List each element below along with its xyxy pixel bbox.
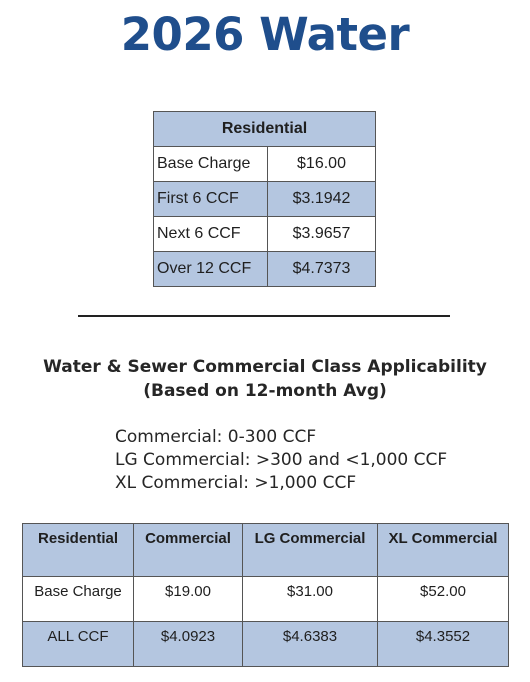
row-value: $3.9657 — [268, 217, 376, 252]
table-row — [154, 217, 376, 252]
page-title: 2026 Water — [120, 8, 410, 61]
table-row — [23, 577, 509, 622]
table-cell: $52.00 — [378, 577, 509, 622]
row-value: $16.00 — [268, 147, 376, 182]
table-row — [154, 147, 376, 182]
column-header: XL Commercial — [378, 524, 509, 577]
table-cell: $4.3552 — [378, 622, 509, 667]
commercial-rate-table — [22, 523, 509, 667]
row-value: $4.7373 — [268, 252, 376, 287]
table-row — [154, 252, 376, 287]
class-item: LG Commercial: >300 and <1,000 CCF — [115, 450, 448, 470]
class-item: Commercial: 0-300 CCF — [115, 427, 317, 447]
divider — [78, 315, 450, 317]
table-cell: Base Charge — [23, 577, 134, 622]
column-header: Commercial — [134, 524, 243, 577]
section-subheading: (Based on 12-month Avg) — [143, 381, 387, 401]
table-row — [23, 622, 509, 667]
header-row — [23, 524, 509, 577]
residential-rate-table — [153, 111, 376, 287]
column-header: Residential — [23, 524, 134, 577]
class-list — [115, 426, 447, 495]
table-cell: ALL CCF — [23, 622, 134, 667]
table-header: Residential — [154, 112, 376, 147]
row-label: First 6 CCF — [154, 182, 268, 217]
row-label: Base Charge — [154, 147, 268, 182]
class-item: XL Commercial: >1,000 CCF — [115, 473, 357, 493]
row-label: Over 12 CCF — [154, 252, 268, 287]
row-label: Next 6 CCF — [154, 217, 268, 252]
table-cell: $4.0923 — [134, 622, 243, 667]
table-cell: $31.00 — [243, 577, 378, 622]
table-cell: $4.6383 — [243, 622, 378, 667]
table-row — [154, 182, 376, 217]
section-heading: Water & Sewer Commercial Class Applicability — [43, 357, 487, 377]
table-cell: $19.00 — [134, 577, 243, 622]
row-value: $3.1942 — [268, 182, 376, 217]
column-header: LG Commercial — [243, 524, 378, 577]
